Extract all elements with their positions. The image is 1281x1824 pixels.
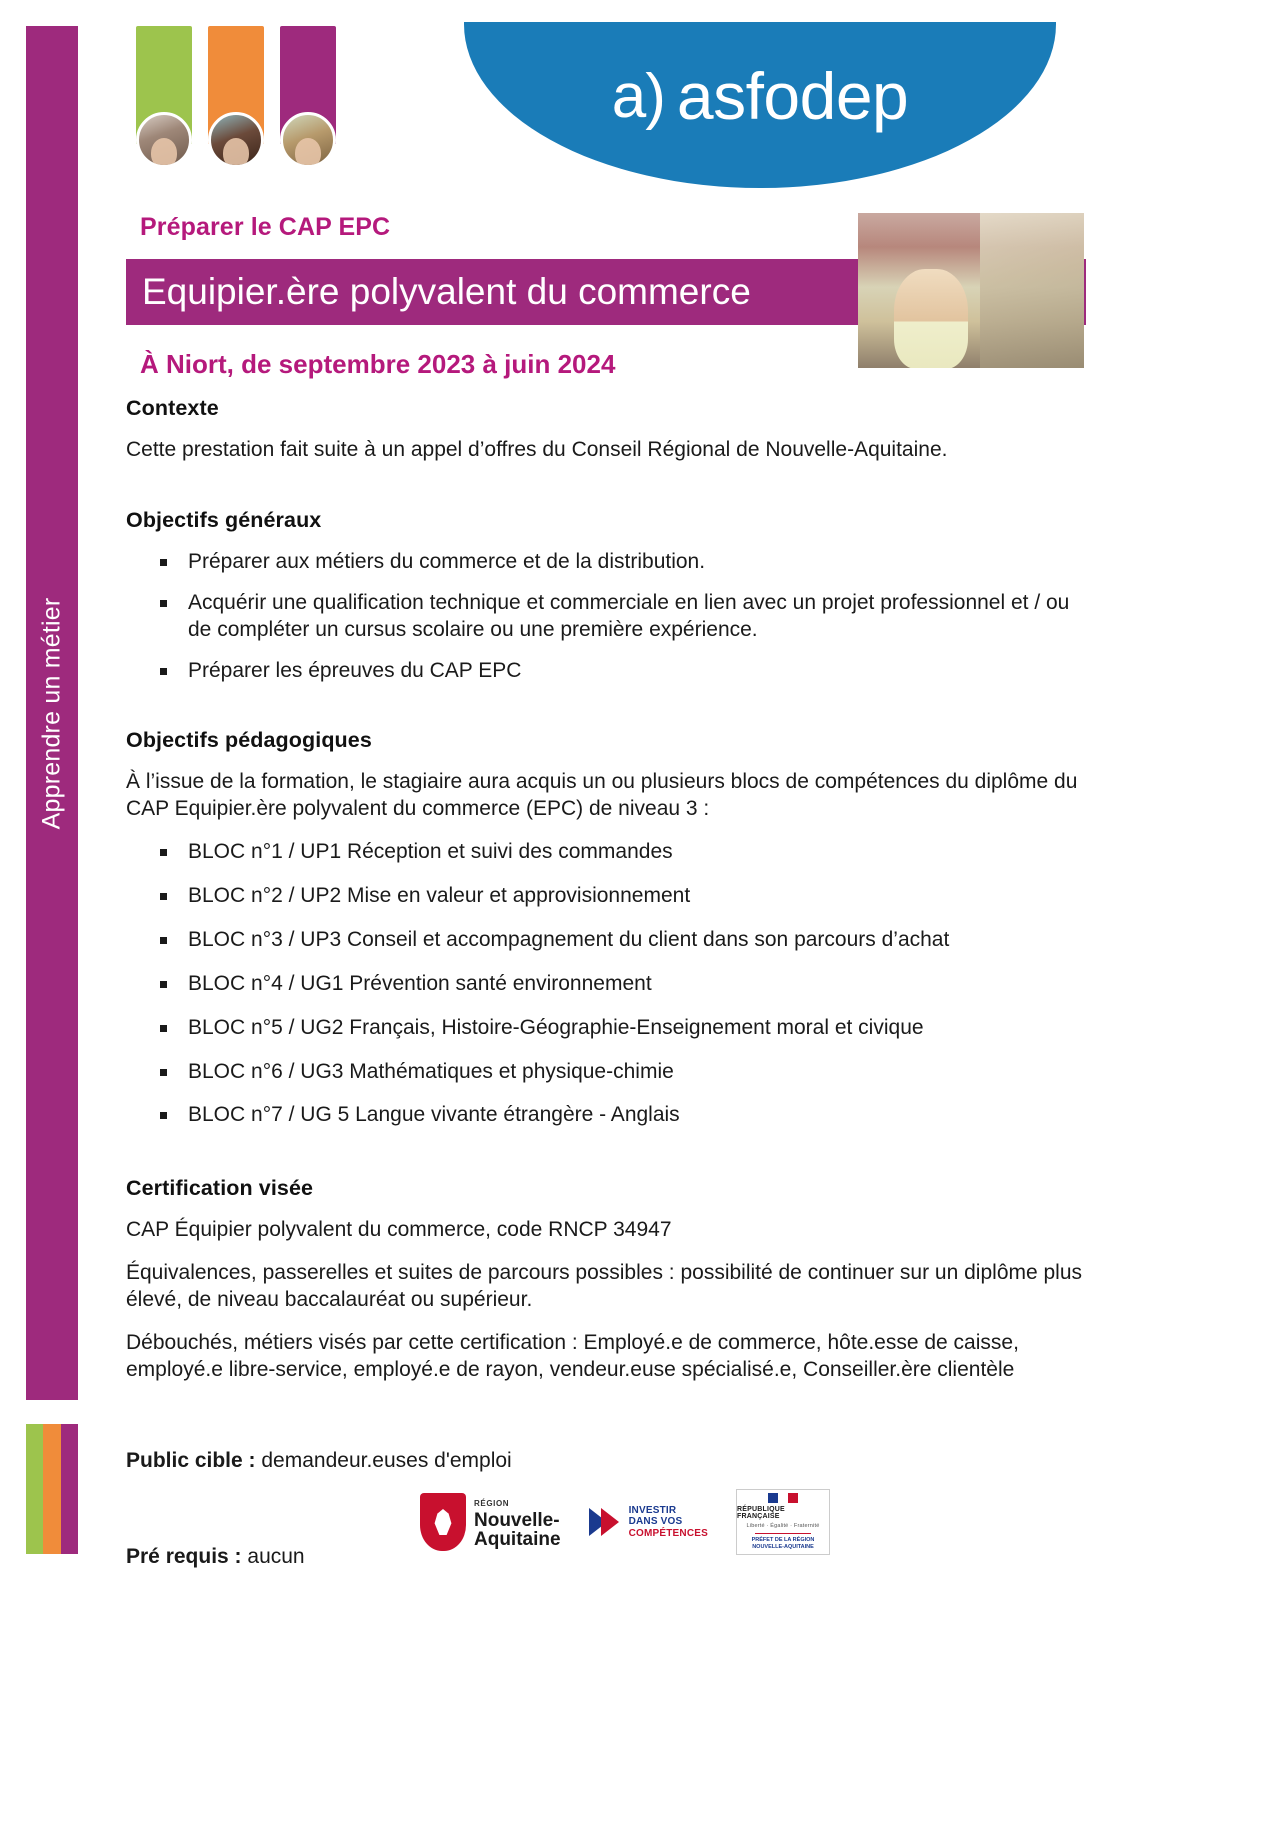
list-item: BLOC n°4 / UG1 Prévention santé environnement	[188, 971, 1088, 998]
objectifs-generaux-list	[126, 549, 1088, 685]
objectifs-pedagogiques-intro: À l’issue de la formation, le stagiaire aura acquis un ou plusieurs blocs de compétences du diplôme du CAP Equipier.ère polyvalent du commerce (EPC) de niveau 3 :	[126, 770, 1078, 821]
spacer	[126, 1384, 1088, 1428]
list-item: BLOC n°2 / UP2 Mise en valeur et approvisionnement	[188, 883, 1088, 910]
republique-motto: Liberté · Égalité · Fraternité	[746, 1522, 820, 1529]
spacer	[126, 1146, 1088, 1176]
header-people-graphic	[130, 26, 360, 166]
band-foot-green	[26, 1424, 43, 1554]
pre-requis-value: aucun	[247, 1544, 305, 1568]
republique-francaise-logo	[736, 1489, 830, 1555]
spacer	[126, 533, 1088, 549]
flag-white	[778, 1493, 788, 1503]
avatar-portrait-3	[280, 112, 336, 168]
certification-paragraph-3: Débouchés, métiers visés par cette certification : Employé.e de commerce, hôte.esse de caisse, employé.e libre-service, employé.e de rayon, vendeur.euse spécialisé.e, Conseiller.ère clientèle	[126, 1330, 1019, 1381]
list-item: BLOC n°3 / UP3 Conseil et accompagnement du client dans son parcours d’achat	[188, 927, 1088, 954]
avatar-portrait-1	[136, 112, 192, 168]
contexte-paragraph: Cette prestation fait suite à un appel d’offres du Conseil Régional de Nouvelle-Aquitaine.	[126, 438, 948, 461]
section-heading-objectifs-pedagogiques: Objectifs pédagogiques	[126, 728, 372, 753]
french-flag-icon	[768, 1493, 798, 1503]
public-cible-row	[126, 1449, 1088, 1473]
region-nouvelle-aquitaine-logo	[420, 1493, 561, 1551]
investir-line2: DANS VOS	[628, 1516, 683, 1528]
chevron-red	[601, 1508, 619, 1536]
asfodep-logo-mark: a)	[611, 61, 665, 131]
region-label: RÉGION	[474, 1498, 510, 1508]
band-foot-magenta	[61, 1424, 78, 1554]
vertical-tagline-text: Apprendre un métier	[37, 597, 66, 829]
list-item: BLOC n°6 / UG3 Mathématiques et physique-chimie	[188, 1059, 1088, 1086]
region-logo-text	[474, 1494, 561, 1550]
avatar-portrait-2	[208, 112, 264, 168]
spacer	[126, 1244, 1088, 1260]
prefet-label: PRÉFET DE LA RÉGION NOUVELLE-AQUITAINE	[751, 1536, 815, 1550]
public-cible-value: demandeur.euses d'emploi	[261, 1448, 512, 1472]
document-body	[126, 396, 1088, 1590]
spacer	[126, 1314, 1088, 1330]
investir-line1: INVESTIR	[628, 1505, 677, 1517]
page-title: Equipier.ère polyvalent du commerce	[142, 271, 751, 312]
asfodep-logo	[464, 22, 1056, 188]
list-item: Préparer aux métiers du commerce et de la distribution.	[188, 549, 1088, 576]
investir-logo-text	[629, 1505, 708, 1539]
investir-line3: COMPÉTENCES	[628, 1527, 708, 1539]
list-item: BLOC n°5 / UG2 Français, Histoire-Géographie-Enseignement moral et civique	[188, 1015, 1088, 1042]
list-item: BLOC n°7 / UG 5 Langue vivante étrangère - Anglais	[188, 1102, 1088, 1129]
lion-shield-icon	[420, 1493, 466, 1551]
flag-red	[788, 1493, 798, 1503]
eyebrow-heading: Préparer le CAP EPC	[140, 213, 391, 241]
republique-title: RÉPUBLIQUE FRANÇAISE	[737, 1505, 785, 1520]
certification-paragraph-1: CAP Équipier polyvalent du commerce, code RNCP 34947	[126, 1218, 672, 1242]
spacer	[126, 753, 1088, 769]
spacer	[126, 1201, 1088, 1217]
footer-logos	[420, 1476, 880, 1568]
spacer	[126, 698, 1088, 728]
spacer	[126, 823, 1088, 839]
page-subtitle: À Niort, de septembre 2023 à juin 2024	[140, 349, 616, 379]
public-cible-label: Public cible :	[126, 1448, 256, 1472]
flag-blue	[768, 1493, 778, 1503]
list-item: Préparer les épreuves du CAP EPC	[188, 658, 1088, 685]
section-heading-objectifs-generaux: Objectifs généraux	[126, 507, 322, 532]
vertical-tagline	[26, 26, 78, 1400]
band-foot-orange	[43, 1424, 61, 1554]
region-name-line2: Aquitaine	[474, 1529, 561, 1551]
hero-photo	[858, 213, 1084, 368]
blocs-list	[126, 839, 1088, 1129]
section-heading-contexte: Contexte	[126, 396, 219, 420]
divider	[755, 1533, 811, 1534]
region-name-line1: Nouvelle-	[474, 1509, 560, 1531]
spacer	[126, 421, 1088, 437]
spacer	[126, 464, 1088, 508]
chevron-arrow-icon	[589, 1505, 623, 1539]
asfodep-logo-wordmark: asfodep	[676, 59, 909, 133]
band-foot-colors	[26, 1424, 78, 1554]
list-item: BLOC n°1 / UP1 Réception et suivi des commandes	[188, 839, 1088, 866]
list-item: Acquérir une qualification technique et commerciale en lien avec un projet professionnel et / ou de compléter un cursus scolaire ou une première expérience.	[188, 590, 1088, 644]
certification-paragraph-2: Équivalences, passerelles et suites de parcours possibles : possibilité de continuer sur un diplôme plus élevé, de niveau baccalauréat ou supérieur.	[126, 1261, 1083, 1311]
investir-dans-vos-competences-logo	[589, 1505, 708, 1539]
section-heading-certification: Certification visée	[126, 1176, 314, 1201]
pre-requis-label: Pré requis :	[126, 1544, 242, 1568]
